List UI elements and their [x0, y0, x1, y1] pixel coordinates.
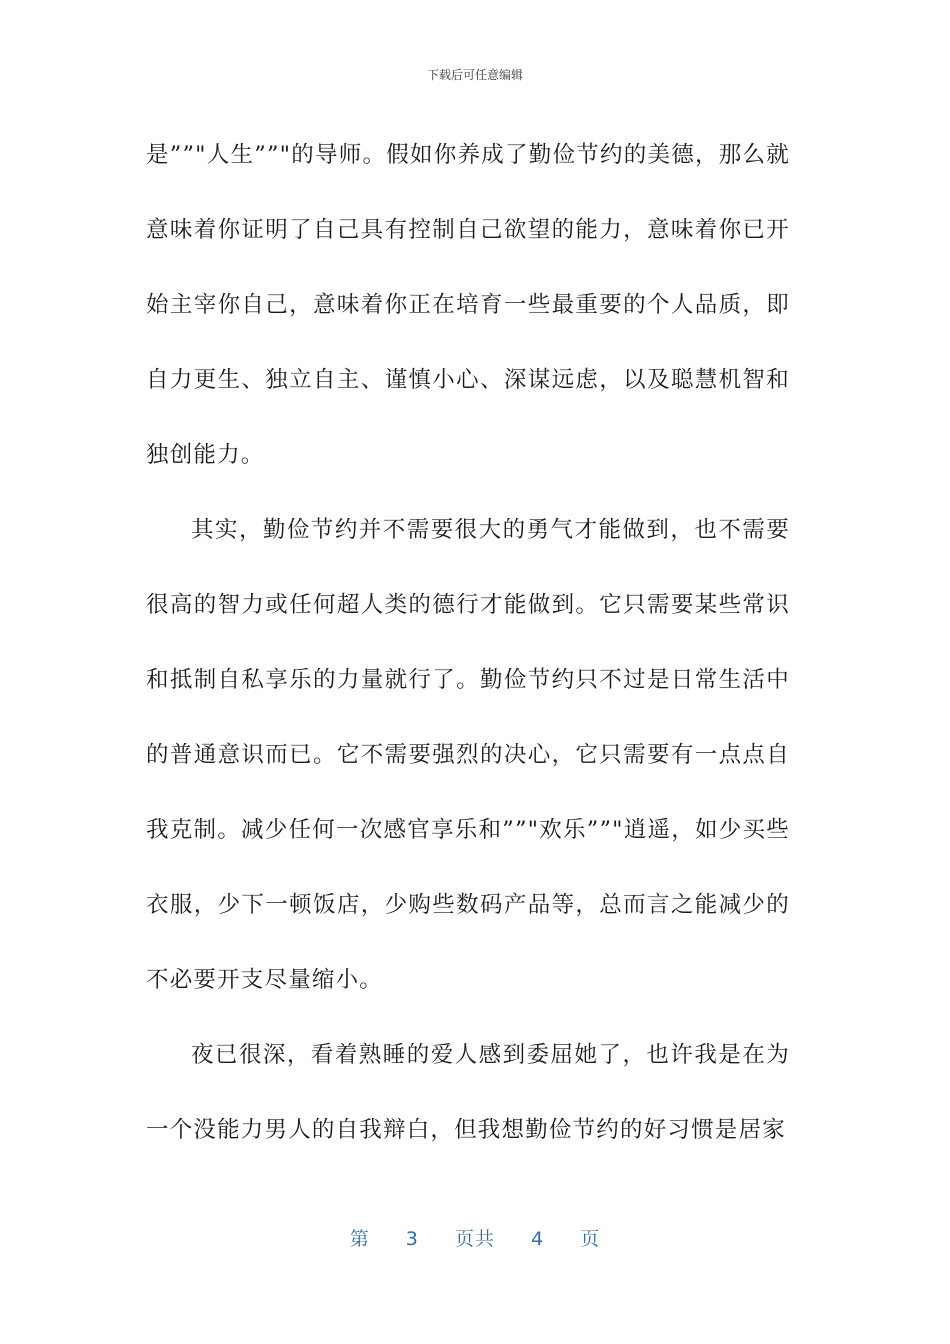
document-body	[146, 118, 790, 1168]
footer-middle: 页共	[454, 1228, 495, 1250]
footer-suffix: 页	[580, 1228, 601, 1250]
paragraph-3: 夜已很深，看着熟睡的爱人感到委屈她了，也许我是在为一个没能力男人的自我辩白，但我想勤俭节约的好习惯是居家	[146, 1042, 790, 1143]
page-header: 下载后可任意编辑	[426, 68, 523, 82]
page-footer	[0, 1224, 950, 1251]
paragraph-1: 是””"人生””"的导师。假如你养成了勤俭节约的美德，那么就意味着你证明了自己具有控制自己欲望的能力，意味着你已开始主宰你自己，意味着你正在培育一些最重要的个人品质，即自力更生、独立自主、谨慎小心、深谋远虑，以及聪慧机智和独创能力。	[146, 142, 790, 468]
total-page-number: 4	[531, 1228, 545, 1250]
footer-prefix: 第	[349, 1228, 370, 1250]
current-page-number: 3	[405, 1228, 419, 1250]
paragraph-2: 其实，勤俭节约并不需要很大的勇气才能做到，也不需要很高的智力或任何超人类的德行才能做到。它只需要某些常识和抵制自私享乐的力量就行了。勤俭节约只不过是日常生活中的普通意识而已。它不需要强烈的决心，它只需要有一点点自我克制。减少任何一次感官享乐和””"欢乐””"逍遥，如少买些衣服，少下一顿饭店，少购些数码产品等，总而言之能减少的不必要开支尽量缩小。	[146, 517, 790, 993]
